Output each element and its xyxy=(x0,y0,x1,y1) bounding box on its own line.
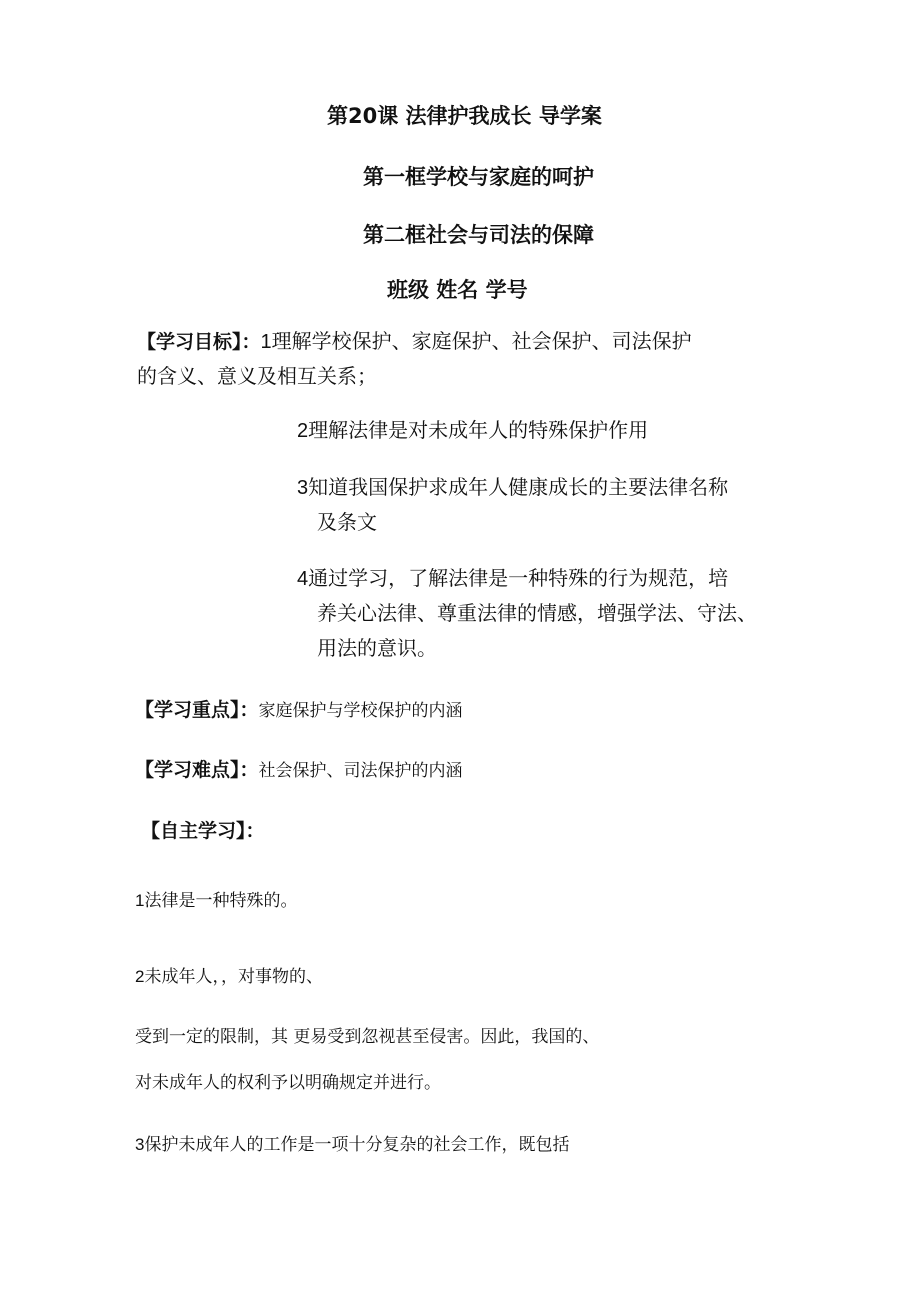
goal-item xyxy=(297,477,728,498)
goal-text: 理解法律是对未成年人的特殊保护作用 xyxy=(308,418,649,442)
goals-label: 【学习目标】： xyxy=(137,331,261,353)
goal-text: 理解学校保护、家庭保护、社会保护、司法保护 xyxy=(271,329,692,353)
goals-first-line xyxy=(137,331,692,352)
self-study-text: 受到一定的限制，其 更易受到忽视甚至侵害。因此，我国的、 xyxy=(135,1027,600,1047)
difficulty-line xyxy=(135,761,463,780)
self-study-item xyxy=(135,968,323,986)
student-info-line: 班级 姓名 学号 xyxy=(387,278,528,302)
difficulty-label: 【学习难点】： xyxy=(135,759,259,781)
self-study-number: 3 xyxy=(135,1135,145,1154)
key-point-line xyxy=(135,701,463,720)
self-study-number: 2 xyxy=(135,967,145,986)
goal-number: 4 xyxy=(297,568,309,590)
page-title: 第20课 法律护我成长 导学案 xyxy=(327,104,602,128)
goal-number: 1 xyxy=(260,331,272,353)
self-study-label: 【自主学习】： xyxy=(141,820,265,842)
self-study-text: 保护未成年人的工作是一项十分复杂的社会工作，既包括 xyxy=(144,1135,570,1155)
goal-item xyxy=(297,568,728,589)
self-study-text: 对未成年人的权利予以明确规定并进行。 xyxy=(135,1073,441,1093)
goal-text: 用法的意识。 xyxy=(317,636,437,660)
self-study-item xyxy=(135,892,297,910)
goal-number: 2 xyxy=(297,420,309,442)
self-study-number: 1 xyxy=(135,891,145,910)
key-point-label: 【学习重点】： xyxy=(135,699,259,721)
goal-text: 知道我国保护求成年人健康成长的主要法律名称 xyxy=(308,475,729,499)
self-study-item xyxy=(135,1136,569,1154)
goal-text: 通过学习，了解法律是一种特殊的行为规范，培 xyxy=(308,566,729,590)
key-point-text: 家庭保护与学校保护的内涵 xyxy=(258,701,463,721)
goal-text: 的含义、意义及相互关系； xyxy=(137,364,377,388)
subtitle-frame-one: 第一框学校与家庭的呵护 xyxy=(363,165,594,189)
goal-number: 3 xyxy=(297,477,309,499)
self-study-text: 未成年人，，对事物的、 xyxy=(144,967,323,987)
goal-item xyxy=(297,420,648,441)
goal-text: 养关心法律、尊重法律的情感，增强学法、守法、 xyxy=(317,601,757,625)
goal-text: 及条文 xyxy=(317,510,377,534)
subtitle-frame-two: 第二框社会与司法的保障 xyxy=(363,223,594,247)
difficulty-text: 社会保护、司法保护的内涵 xyxy=(258,761,463,781)
self-study-text: 法律是一种特殊的。 xyxy=(144,891,298,911)
